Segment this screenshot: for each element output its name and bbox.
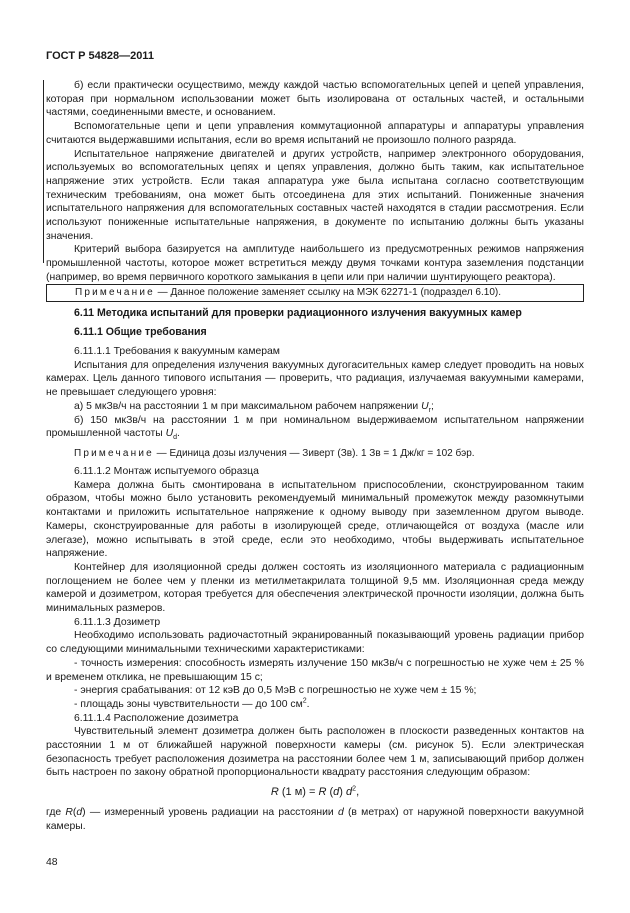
subsection-heading: 6.11.1 Общие требования <box>74 326 207 338</box>
formula: R (1 м) = R (d) $d^2$, <box>270 785 360 799</box>
clause-title: 6.11.1.4 Расположение дозиметра <box>74 712 239 724</box>
paragraph: Вспомогательные цепи и цепи управления коммутационной аппаратуры и аппаратуры управления считаются выдержавшими испытания, если во время испытаний не произошло полного разряда. <box>46 121 584 146</box>
clause-title: 6.11.1.2 Монтаж испытуемого образца <box>74 466 259 477</box>
section-heading: 6.11 Методика испытаний для проверки радиационного излучения вакуумных камер <box>74 307 522 319</box>
page-number: 48 <box>46 857 58 868</box>
section-6-11-1-2 <box>46 465 584 833</box>
clause-title: 6.11.1.3 Дозиметр <box>74 616 161 628</box>
section-6-11-1-1 <box>46 345 584 441</box>
note-2 <box>74 447 584 461</box>
note-text: — Единица дозы излучения — Зиверт (Зв). 1 Зв = 1 Дж/кг = 102 бэр. <box>153 448 475 459</box>
clause-title: 6.11.1.1 Требования к вакуумным камерам <box>74 346 280 357</box>
list-item: - энергия срабатывания: от 12 кэВ до 0,5 МэВ с погрешностью не хуже чем ± 15 %; <box>74 685 477 697</box>
paragraph: Критерий выбора базируется на амплитуде наибольшего из предусмотренных режимов напряжения промышленной частоты, которое может встретиться между двумя точками контура заземления подстанции (например, во время первичного короткого замыкания в цепи или при наличии шунтирующего реактора). <box>46 244 584 283</box>
change-bar <box>43 80 44 263</box>
list-item: - площадь зоны чувствительности — до 100 $см^2$. <box>74 697 310 710</box>
list-item: - точность измерения: способность измерять излучение 150 мкЗв/ч с погрешностью не хуже чем ± 25 % и временем отклика, не превышающим 15 с; <box>46 657 584 683</box>
document-header: ГОСТ Р 54828—2011 <box>46 50 154 62</box>
formula-explanation: где R(d) — измеренный уровень радиации на расстоянии d (в метрах) от наружной поверхности вакуумной камеры. <box>46 806 584 832</box>
body-top <box>46 79 584 285</box>
paragraph: Испытания для определения излучения вакуумных дугогасительных камер следует проводить на новых камерах. Цель данного типового испытания — проверить, что радиация, излучаемая вакуумными камерами, не превышает следующего уровня: <box>46 359 584 399</box>
note-box <box>46 284 584 302</box>
paragraph: Контейнер для изоляционной среды должен состоять из изоляционного материала с радиационным поглощением не более чем у пленки из метилметакрилата толщиной 9,5 мм. Изоляционная среда между камерой и дозиметром, которая требуется для обеспечения электрической прочности изоляции, должна быть минимальных размеров. <box>46 561 584 615</box>
paragraph: Испытательное напряжение двигателей и других устройств, например электронного оборудования, используемых во вспомогательных цепях и цепях управления, должно быть таким, как испытательное напряжение этих устройств. Если такая аппаратура уже была испытана согласно соответствующим техническим требованиям, она может быть отсоединена для этих испытаний. Пониженные значения испытательного напряжения для вспомогательных составных частей находятся в стадии рассмотрения. Если используют пониженные испытательные напряжения, в документе по испытанию должны быть указаны значения. <box>46 148 584 242</box>
list-item: б) 150 мкЗв/ч на расстоянии 1 м при номинальном выдерживаемом испытательном напряжении промышленной частоты $U_d$. <box>46 414 584 442</box>
paragraph: б) если практически осуществимо, между каждой частью вспомогательных цепей и цепей управления, которая при нормальном использовании может быть изолирована от остальных частей, и остальными частями, соединенными вместе, и основанием. <box>46 80 584 119</box>
list-item: а) 5 мкЗв/ч на расстоянии 1 м при максимальном рабочем напряжении $U_r$; <box>74 400 434 414</box>
note-label: Примечание <box>74 448 154 459</box>
note-label: Примечание <box>75 287 155 298</box>
paragraph: Необходимо использовать радиочастотный экранированный показывающий уровень радиации прибор со следующими минимальными техническими характеристиками: <box>46 630 584 656</box>
paragraph: Чувствительный элемент дозиметра должен быть расположен в плоскости разведенных контактов на расстоянии 1 м от ближайшей наружной поверхности камеры (см. рисунок 5). Если электрическая безопасность требует расположения дозиметра на расстоянии более чем 1 м, записывающий прибор должен быть настроен по закону обратной пропорциональности квадрату расстояния следующим образом: <box>46 726 584 779</box>
paragraph: Камера должна быть смонтирована в испытательном приспособлении, сконструированном таким образом, чтобы можно было установить рекомендуемый минимальный промежуток между разомкнутыми контактами и приложить испытательное напряжение к одному выводу при заземленном другом выводе. Камеры, сконструированные для работы в изолирующей среде, отличающейся от воздуха (масле или элегазе), можно испытывать в этой среде, если это необходимо, чтобы выдерживать испытательное напряжение. <box>46 479 584 560</box>
note-text: — Данное положение заменяет ссылку на МЭК 62271-1 (подраздел 6.10). <box>154 287 501 298</box>
